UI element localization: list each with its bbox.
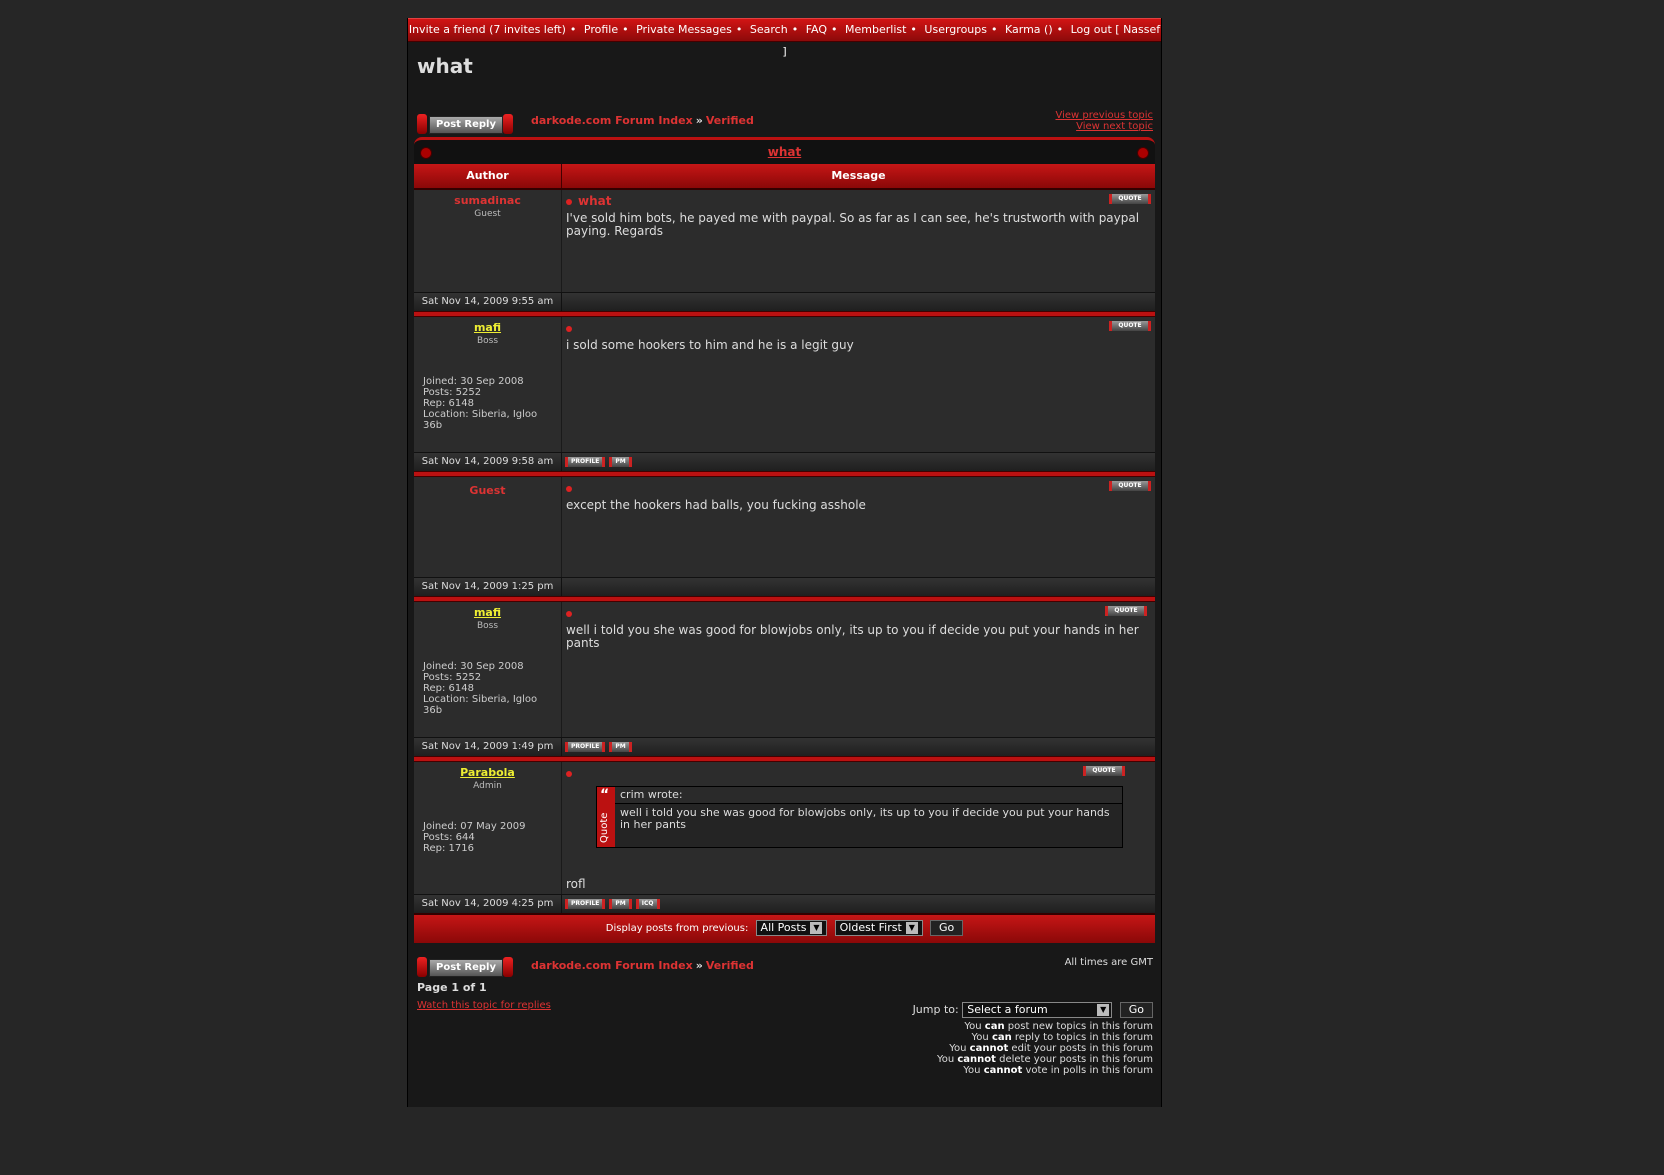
breadcrumb-bottom — [531, 959, 754, 972]
post-subject — [566, 606, 1151, 620]
post-actions — [562, 293, 1155, 311]
posts-range-value: All Posts — [760, 921, 807, 934]
post-icon — [566, 611, 572, 617]
quote-text: well i told you she was good for blowjobs only, its up to you if decide you put your hands in her pants — [620, 806, 1110, 831]
post-body: well i told you she was good for blowjobs only, its up to you if decide you put your hands in her pants — [566, 623, 1139, 650]
post-row — [414, 477, 1155, 577]
permission-suffix: vote in polls in this forum — [1022, 1065, 1153, 1076]
post-reply-button[interactable] — [417, 114, 515, 134]
jump-to — [913, 1002, 1153, 1018]
author-posts: Posts: 5252 — [423, 672, 482, 683]
post-subject-text: what — [578, 194, 612, 208]
quote-strip — [597, 787, 615, 847]
quote-strip-label: Quote — [599, 812, 610, 843]
permission-line — [937, 1065, 1153, 1076]
author-details — [423, 376, 548, 431]
post-footer — [414, 452, 1155, 471]
post-footer — [414, 894, 1155, 913]
post-actions — [562, 578, 1155, 596]
page-wrapper — [407, 18, 1162, 1107]
post-row — [414, 190, 1155, 292]
post-message-cell — [562, 762, 1155, 894]
post-message-cell — [562, 317, 1155, 452]
display-label: Display posts from previous: — [605, 923, 749, 934]
quote-author: crim wrote: — [615, 787, 1122, 804]
watch-topic-link[interactable]: Watch this topic for replies — [417, 1000, 551, 1011]
permission-prefix: You — [963, 1065, 984, 1076]
post-row — [414, 762, 1155, 894]
post-author-cell — [414, 762, 562, 894]
author-name: Guest — [469, 484, 506, 497]
button-cap-right — [503, 957, 513, 977]
post-subject — [566, 766, 1151, 780]
header-dot-icon — [1137, 147, 1149, 159]
post-author-cell — [414, 477, 562, 577]
nav-profile-link[interactable]: Profile — [583, 23, 619, 36]
jump-label: Jump to: — [912, 1003, 959, 1016]
topic-header-link[interactable]: what — [767, 145, 802, 159]
posts-range-select[interactable] — [756, 920, 828, 936]
permission-prefix: You — [964, 1021, 985, 1032]
column-headers — [414, 164, 1155, 190]
post-icon — [566, 771, 572, 777]
post-author-cell — [414, 190, 562, 292]
author-name[interactable]: Parabola — [460, 766, 515, 779]
post-author-cell — [414, 602, 562, 737]
header-dot-icon — [420, 147, 432, 159]
quote-button[interactable]: QUOTE — [1083, 766, 1125, 776]
post-message-cell — [562, 602, 1155, 737]
post-body: I've sold him bots, he payed me with paypal. So as far as I can see, he's trustworth with paypal paying. Regards — [566, 211, 1140, 238]
post-icon — [566, 199, 572, 205]
author-rank: Boss — [476, 336, 499, 346]
post-date: Sat Nov 14, 2009 1:25 pm — [414, 578, 562, 596]
post-footer — [414, 577, 1155, 596]
post-reply-label: Post Reply — [429, 116, 503, 134]
button-cap-left — [417, 114, 427, 134]
posts-table — [414, 137, 1155, 943]
post-icon — [566, 486, 572, 492]
sort-order-select[interactable] — [835, 920, 923, 936]
post-footer — [414, 737, 1155, 756]
post-row — [414, 602, 1155, 737]
nav-invite-link[interactable]: Invite a friend (7 invites left) — [408, 23, 566, 36]
permission-prefix: You — [936, 1054, 958, 1065]
quote-button[interactable]: QUOTE — [1109, 321, 1151, 331]
breadcrumb-forum[interactable]: Verified — [705, 959, 754, 972]
author-location: Location: Siberia, Igloo 36b — [423, 409, 538, 431]
button-cap-right — [503, 114, 513, 134]
author-joined: Joined: 07 May 2009 — [423, 821, 526, 832]
post-body: rofl — [566, 877, 586, 891]
post-body: except the hookers had balls, you fucking asshole — [566, 498, 866, 512]
post-message-cell — [562, 190, 1155, 292]
pm-button[interactable]: PM — [609, 899, 631, 909]
display-options-bar — [414, 913, 1155, 943]
post-reply-label: Post Reply — [429, 959, 503, 977]
topic-navigation — [1055, 110, 1153, 132]
author-rank: Guest — [474, 209, 501, 219]
jump-forum-value: Select a forum — [967, 1003, 1048, 1016]
nav-memberlist-link[interactable]: Memberlist — [845, 23, 907, 36]
permission-verb: cannot — [983, 1065, 1023, 1076]
permission-line — [937, 1054, 1153, 1065]
nav-karma-link[interactable]: Karma () — [1004, 23, 1053, 36]
page-title: what — [417, 54, 473, 78]
page-count: Page 1 of 1 — [417, 981, 487, 994]
breadcrumb-forum[interactable]: Verified — [705, 114, 754, 127]
nav-search-link[interactable]: Search — [749, 23, 788, 36]
post-actions — [562, 895, 1155, 913]
button-cap-left — [417, 957, 427, 977]
column-author: Author — [414, 164, 562, 188]
post-actions — [562, 453, 1155, 471]
breadcrumb-forum-index[interactable]: darkode.com Forum Index — [531, 114, 693, 127]
permission-verb: cannot — [957, 1054, 996, 1065]
view-previous-topic-link[interactable]: View previous topic — [1055, 110, 1153, 121]
author-details — [423, 821, 525, 854]
author-name: sumadinac — [454, 194, 521, 207]
quote-block — [596, 786, 1123, 848]
permission-suffix: delete your posts in this forum — [995, 1054, 1153, 1065]
author-joined: Joined: 30 Sep 2008 — [423, 661, 524, 672]
timezone-note: All times are GMT — [1064, 957, 1153, 968]
author-rank: Admin — [473, 781, 502, 791]
author-location: Location: Siberia, Igloo 36b — [423, 694, 538, 716]
post-date: Sat Nov 14, 2009 9:55 am — [414, 293, 562, 311]
author-name[interactable]: mafi — [473, 606, 502, 619]
post-message-cell — [562, 477, 1155, 577]
chevron-down-icon: ▼ — [810, 922, 822, 934]
permission-prefix: You — [949, 1043, 970, 1054]
post-subject — [566, 194, 1151, 208]
permission-suffix: edit your posts in this forum — [1008, 1043, 1153, 1054]
author-rep: Rep: 6148 — [423, 398, 474, 409]
permission-line — [937, 1021, 1153, 1032]
profile-button[interactable]: PROFILE — [565, 899, 605, 909]
view-next-topic-link[interactable]: View next topic — [1076, 121, 1153, 132]
author-posts: Posts: 5252 — [423, 387, 482, 398]
breadcrumb-separator-icon: » — [695, 959, 703, 972]
post-reply-button-bottom[interactable] — [417, 957, 515, 977]
author-posts: Posts: 644 — [423, 832, 475, 843]
jump-go-button[interactable]: Go — [1120, 1002, 1153, 1018]
sort-order-value: Oldest First — [839, 921, 902, 934]
profile-button[interactable]: PROFILE — [565, 742, 605, 752]
author-rep: Rep: 6148 — [423, 683, 474, 694]
nav-usergroups-link[interactable]: Usergroups — [924, 23, 987, 36]
nav-faq-link[interactable]: FAQ — [805, 23, 828, 36]
author-rep: Rep: 1716 — [423, 843, 474, 854]
post-row — [414, 317, 1155, 452]
post-date: Sat Nov 14, 2009 1:49 pm — [414, 738, 562, 756]
permission-line — [937, 1032, 1153, 1043]
forum-permissions — [937, 1021, 1153, 1076]
post-subject — [566, 481, 1151, 495]
post-date: Sat Nov 14, 2009 9:58 am — [414, 453, 562, 471]
permission-line — [937, 1043, 1153, 1054]
chevron-down-icon: ▼ — [906, 922, 918, 934]
top-navigation: Invite a friend (7 invites left) • Profile • Private Messages • Search • FAQ • Memberlist • Usergroups • Karma () • Log out [ Nassef ] — [408, 18, 1161, 42]
post-body: i sold some hookers to him and he is a legit guy — [566, 338, 854, 352]
breadcrumb — [531, 114, 754, 127]
jump-forum-select[interactable] — [962, 1002, 1112, 1018]
quote-marks-icon: “ — [600, 787, 610, 803]
permission-verb: can — [984, 1021, 1005, 1032]
permission-verb: cannot — [969, 1043, 1009, 1054]
icq-button[interactable]: ICQ — [636, 899, 660, 909]
post-footer — [414, 292, 1155, 311]
nav-private-messages-link[interactable]: Private Messages — [636, 23, 732, 36]
nav-logout-link[interactable]: Log out [ Nassef ] — [782, 23, 1161, 58]
quote-button[interactable]: QUOTE — [1109, 194, 1151, 204]
author-rank: Boss — [476, 621, 499, 631]
post-subject — [566, 321, 1151, 335]
author-details — [423, 661, 548, 716]
breadcrumb-separator-icon: » — [695, 114, 703, 127]
display-go-button[interactable]: Go — [930, 920, 963, 936]
pm-button[interactable]: PM — [609, 742, 631, 752]
chevron-down-icon: ▼ — [1097, 1004, 1109, 1016]
author-name[interactable]: mafi — [473, 321, 502, 334]
permission-prefix: You — [971, 1032, 992, 1043]
post-actions — [562, 738, 1155, 756]
quote-button[interactable]: QUOTE — [1105, 606, 1147, 616]
pm-button[interactable]: PM — [609, 457, 631, 467]
post-author-cell — [414, 317, 562, 452]
post-icon — [566, 326, 572, 332]
permission-suffix: reply to topics in this forum — [1011, 1032, 1153, 1043]
author-joined: Joined: 30 Sep 2008 — [423, 376, 524, 387]
permission-suffix: post new topics in this forum — [1004, 1021, 1153, 1032]
permission-verb: can — [991, 1032, 1012, 1043]
quote-button[interactable]: QUOTE — [1109, 481, 1151, 491]
post-date: Sat Nov 14, 2009 4:25 pm — [414, 895, 562, 913]
breadcrumb-forum-index[interactable]: darkode.com Forum Index — [531, 959, 693, 972]
column-message: Message — [831, 169, 886, 182]
topic-header — [414, 137, 1155, 164]
profile-button[interactable]: PROFILE — [565, 457, 605, 467]
